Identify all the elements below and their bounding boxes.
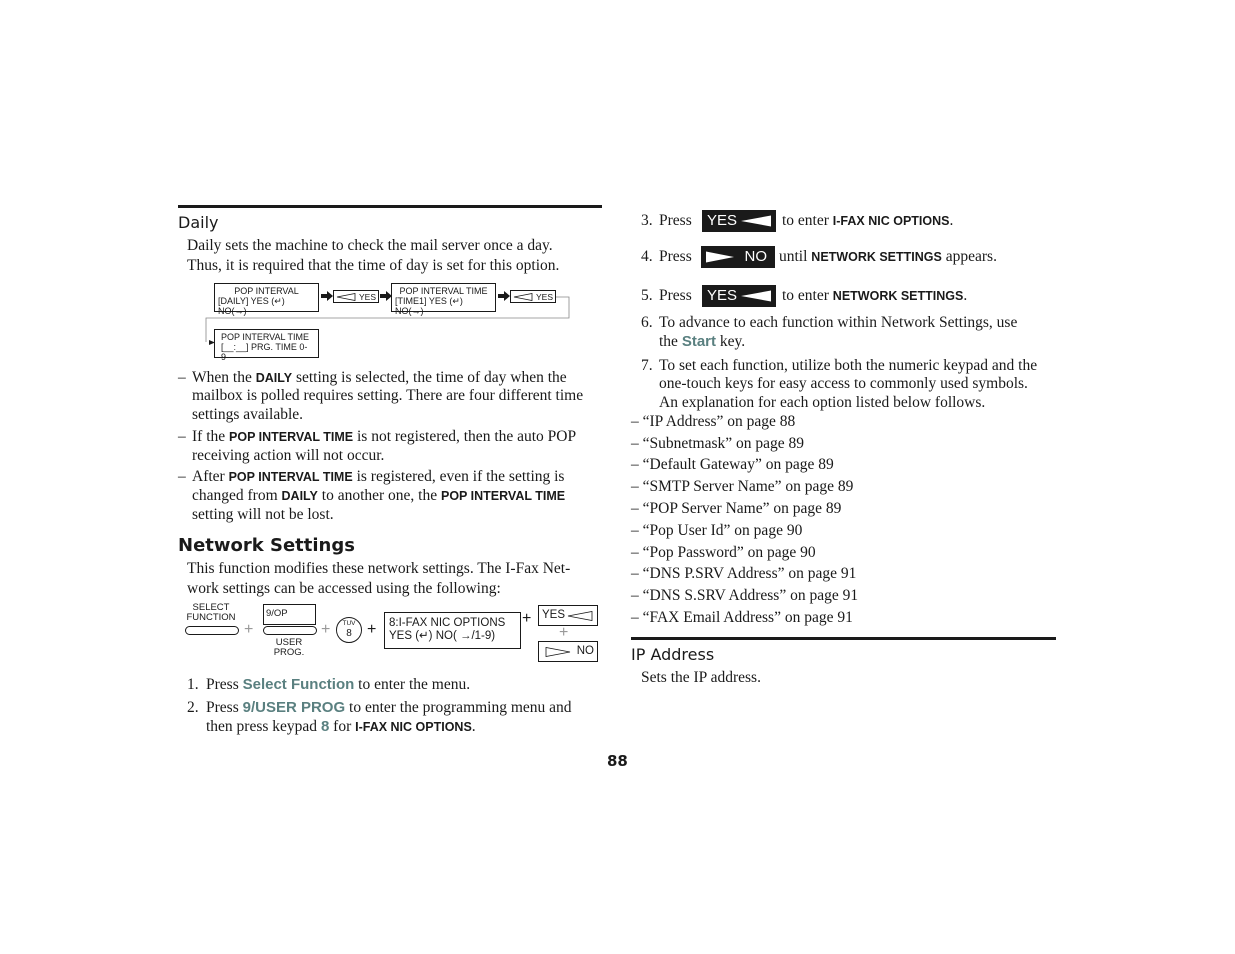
lcd-pop-interval-time-entry [214,329,319,362]
bullet-line: mailbox is polled requires setting. There are four different time [192,387,584,404]
text: to enter [782,287,833,304]
label-line: PROG. [273,647,305,658]
text: until [779,248,812,265]
bullet-line [192,467,564,488]
step-1 [187,675,471,695]
bullet-line: setting will not be lost. [192,506,334,523]
step-text [659,332,745,352]
lcd-line: 8:I-FAX NIC OPTIONS [389,617,506,629]
link-ip-address[interactable]: – “IP Address” on page 88 [631,413,796,430]
plus-sign: + [559,624,569,641]
step-text: To set each function, utilize both the numeric keypad and the [659,357,1038,374]
text: appears. [941,248,997,265]
no-button-graphic [701,246,775,268]
bullet-dash: – [178,369,186,386]
label-line: USER [275,637,303,648]
text: then press keypad [206,718,321,735]
text: is not registered, then the auto POP [353,428,577,445]
op-label-box [263,604,316,625]
triangle-left-icon [740,215,772,227]
lcd-line: [TIME1] YES (↵) NO(→) [395,296,463,316]
link-dns-s-srv-address[interactable]: – “DNS S.SRV Address” on page 91 [631,587,859,604]
text: to another one, the [317,487,441,504]
select-function-key [185,626,239,635]
yes-label: YES [358,292,376,302]
term-daily: DAILY [281,489,318,503]
term-daily: DAILY [255,371,293,385]
key-user-prog: 9/USER PROG [242,699,346,716]
text: changed from [192,487,282,504]
yes-key [538,605,598,626]
key-letters: TUV [342,620,356,627]
step-number: 6. [641,314,653,331]
term-ifax-nic-options: I-FAX NIC OPTIONS [355,720,472,734]
bullet-dash: – [178,468,186,485]
daily-intro-line-2: Thus, it is required that the time of day is set for this option. [187,257,560,274]
text: for [329,718,356,735]
step-text [782,284,967,308]
lcd-line: [DAILY] YES (↵) NO(→) [218,296,285,316]
bullet-line: receiving action will not occur. [192,447,385,464]
step-6 [641,313,1018,350]
step-3 [641,209,954,233]
page-number: 88 [607,752,628,770]
key-digit: 8 [346,628,352,639]
link-subnetmask[interactable]: – “Subnetmask” on page 89 [631,435,805,452]
label-line: SELECT [192,602,230,613]
text: When the [192,369,256,386]
text: setting is selected, the time of day when the [292,369,567,386]
ip-address-heading: IP Address [631,645,715,664]
yes-button-graphic [702,285,776,307]
yes-label: YES [535,292,553,302]
bullet-line: settings available. [192,406,304,423]
step-text [782,209,953,233]
op-label: 9/OP [266,608,288,619]
step-text [659,245,692,269]
link-dns-p-srv-address[interactable]: – “DNS P.SRV Address” on page 91 [631,565,857,582]
link-pop-server-name[interactable]: – “POP Server Name” on page 89 [631,500,842,517]
step-text: To advance to each function within Network Settings, use [659,314,1018,331]
step-text [659,284,692,308]
button-label: YES [707,287,738,304]
text: If the [192,428,230,445]
button-label: YES [707,212,738,229]
triangle-left-icon [567,611,593,621]
step-number: 5. [641,287,653,304]
key-8: 8 [320,718,330,735]
triangle-right-icon [545,647,571,657]
lcd-line: POP INTERVAL TIME [399,286,488,296]
daily-intro-line-1: Daily sets the machine to check the mail server once a day. [187,237,553,254]
network-settings-heading: Network Settings [178,535,355,556]
no-label: NO [576,645,594,657]
text: to enter the programming menu and [345,699,572,716]
text: Press [659,248,692,265]
step-text [206,717,476,738]
step-number: 3. [641,212,653,229]
section-rule-right [631,637,1056,640]
section-rule-left [178,205,602,208]
text: Press [659,287,692,304]
link-pop-user-id[interactable]: – “Pop User Id” on page 90 [631,522,803,539]
term-pop-interval-time: POP INTERVAL TIME [441,489,566,503]
term-pop-interval-time: POP INTERVAL TIME [229,430,354,444]
text: Press [206,699,243,716]
lcd-line: YES (↵) NO( →/1-9) [389,630,496,642]
term-pop-interval-time: POP INTERVAL TIME [228,470,353,484]
text: After [192,468,229,485]
bullet-line [192,486,565,507]
link-pop-password[interactable]: – “Pop Password” on page 90 [631,544,816,561]
step-text [659,209,692,233]
ip-address-text: Sets the IP address. [641,669,761,686]
label-line: FUNCTION [186,612,236,623]
text: Press [659,212,692,229]
triangle-right-icon [705,251,735,263]
plus-sign: + [321,621,331,638]
step-number: 1. [187,676,199,693]
text: . [949,212,954,229]
button-label: NO [744,248,767,265]
lcd-line: POP INTERVAL TIME [221,332,310,342]
step-text: An explanation for each option listed below follows. [659,394,986,411]
lcd-line: POP INTERVAL [234,286,299,296]
triangle-left-icon [740,290,772,302]
step-text: one-touch keys for easy access to commonly used symbols. [659,375,1028,392]
key-start: Start [681,333,716,350]
term-network-settings: NETWORK SETTINGS [811,250,942,264]
step-text [206,698,572,718]
plus-sign: + [522,610,532,627]
text: . [963,287,968,304]
text: key. [716,333,746,350]
text: to enter the menu. [354,676,471,693]
keypad-8-key [336,617,362,643]
network-intro-line-1: This function modifies these network settings. The I-Fax Net- [187,560,571,577]
link-fax-email-address[interactable]: – “FAX Email Address” on page 91 [631,609,853,626]
bullet-line [192,427,576,448]
step-2 [187,698,572,735]
step-number: 7. [641,357,653,374]
yes-label: YES [542,609,566,621]
step-5 [641,284,968,308]
step-number: 2. [187,699,199,716]
text: Press [206,676,243,693]
select-function-label [182,603,240,623]
plus-sign: + [244,621,254,638]
yes-button-graphic [702,210,776,232]
step-4 [641,245,997,269]
step-7 [641,356,1038,411]
plus-sign: + [367,621,377,638]
step-text [206,675,470,695]
user-prog-key [263,626,317,635]
link-smtp-server-name[interactable]: – “SMTP Server Name” on page 89 [631,478,854,495]
text: to enter [782,212,833,229]
no-key [538,641,598,662]
text: is registered, even if the setting is [352,468,565,485]
user-prog-label [262,638,316,658]
daily-heading: Daily [178,213,219,232]
network-intro-line-2: work settings can be accessed using the following: [187,580,501,597]
text: the [659,333,682,350]
term-network-settings: NETWORK SETTINGS [832,289,964,303]
text: . [471,718,476,735]
key-select-function: Select Function [242,676,355,693]
step-number: 4. [641,248,653,265]
step-text [779,245,997,269]
bullet-dash: – [178,428,186,445]
link-default-gateway[interactable]: – “Default Gateway” on page 89 [631,456,834,473]
term-ifax-nic-options: I-FAX NIC OPTIONS [832,214,950,228]
lcd-ifax-nic-options [384,612,521,649]
lcd-line: [__:__] PRG. TIME 0-9 [221,342,308,362]
